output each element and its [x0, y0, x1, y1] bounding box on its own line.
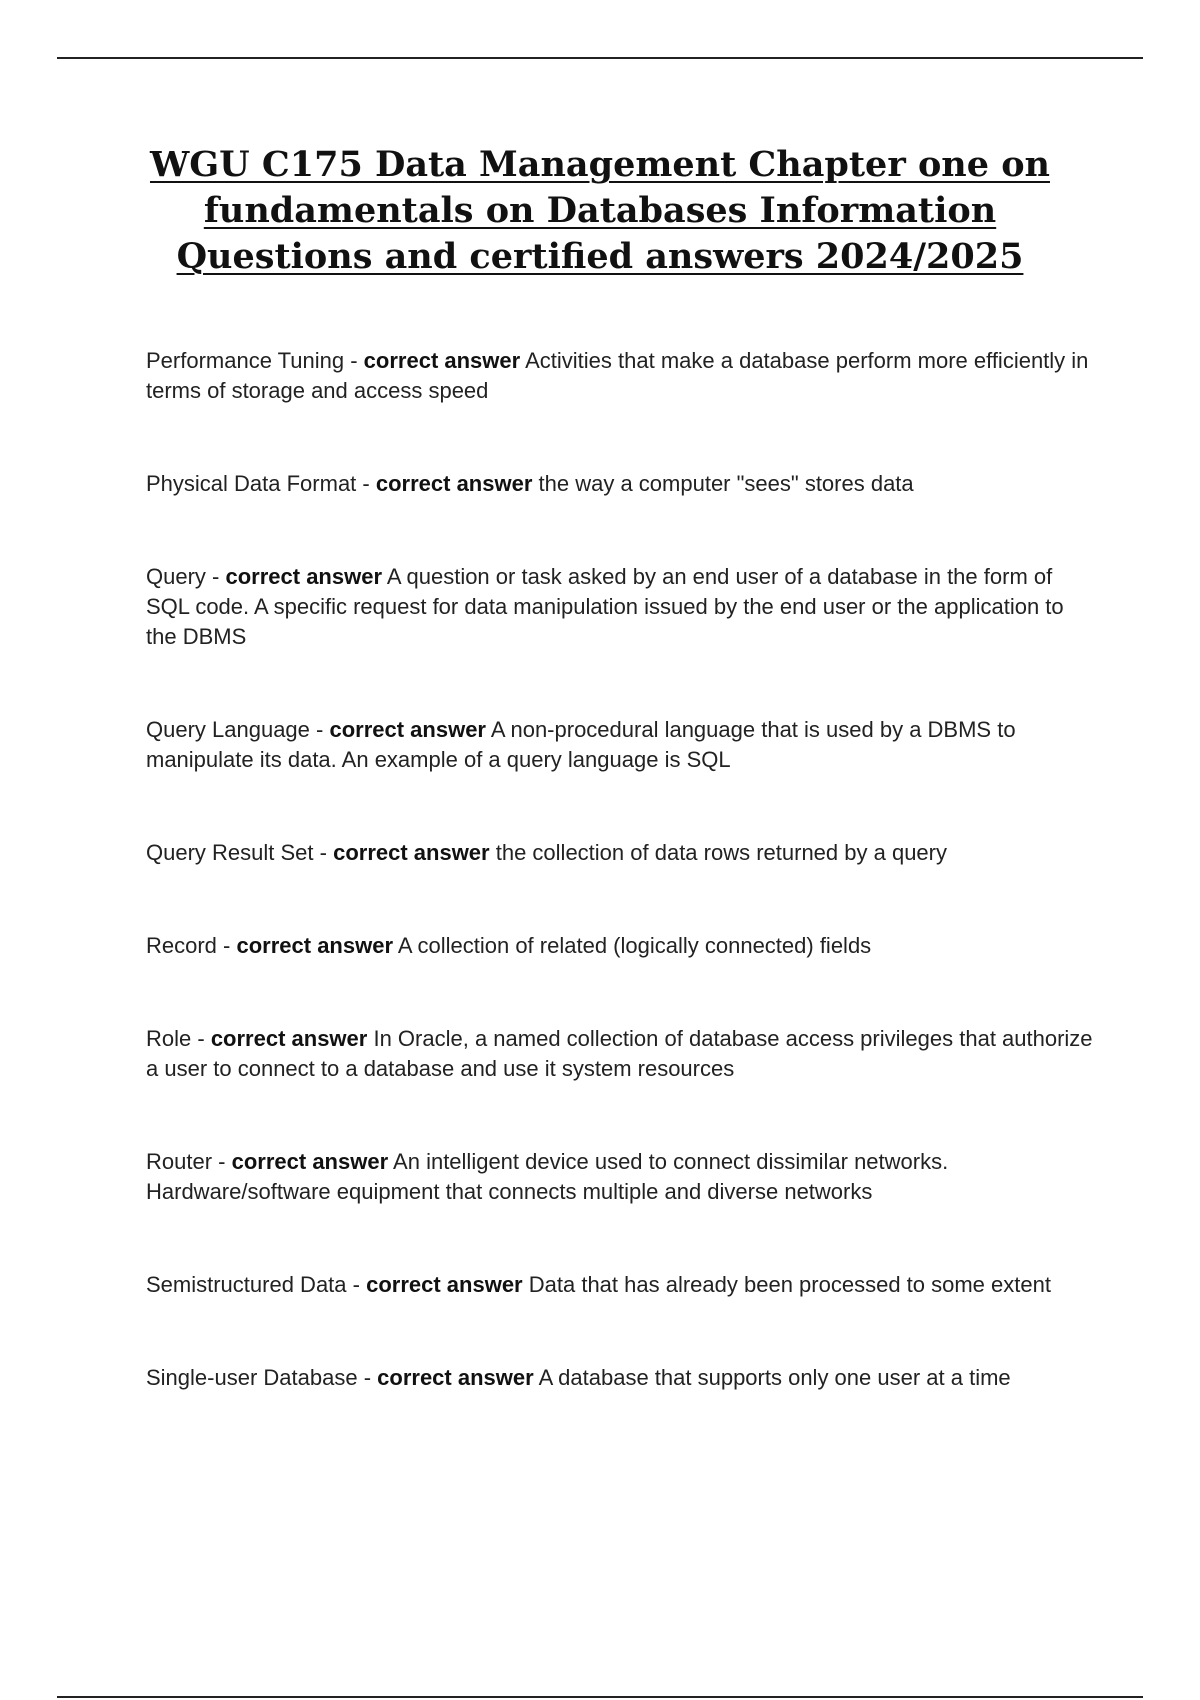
entry-definition: the collection of data rows returned by a query — [495, 840, 947, 865]
correct-answer-label: correct answer — [236, 933, 394, 958]
entry-term: Query Result Set — [146, 840, 314, 865]
correct-answer-label: correct answer — [225, 564, 383, 589]
entry-term: Role — [146, 1026, 192, 1051]
correct-answer-label: correct answer — [366, 1272, 523, 1297]
entry-separator: - — [344, 348, 364, 373]
qa-entry — [146, 1147, 1096, 1207]
entry-separator: - — [205, 564, 226, 589]
entry-separator: - — [357, 1365, 378, 1390]
correct-answer-label: correct answer — [210, 1026, 368, 1051]
entry-definition: A non-procedural language that is used by a DBMS to manipulate its data. An example of a query language is SQL — [146, 717, 1016, 772]
entry-separator: - — [191, 1026, 211, 1051]
correct-answer-label: correct answer — [363, 348, 521, 373]
correct-answer-label: correct answer — [333, 840, 490, 865]
entry-term: Router — [146, 1149, 213, 1174]
entry-term: Query — [146, 564, 206, 589]
qa-entry — [146, 346, 1096, 406]
qa-list — [146, 346, 1096, 1456]
qa-entry — [146, 1024, 1096, 1084]
entry-definition: A question or task asked by an end user of a database in the form of SQL code. A specific request for data manipulation issued by the end user or the application to the DBMS — [146, 564, 1064, 649]
entry-term: Semistructured Data — [146, 1272, 347, 1297]
entry-definition: A collection of related (logically connected) fields — [397, 933, 872, 958]
entry-term: Performance Tuning — [146, 348, 345, 373]
entry-separator: - — [313, 840, 334, 865]
entry-definition: A database that supports only one user at a time — [538, 1365, 1011, 1390]
entry-separator: - — [216, 933, 237, 958]
qa-entry — [146, 562, 1096, 652]
entry-separator: - — [309, 717, 330, 742]
qa-entry — [146, 1270, 1096, 1300]
correct-answer-label: correct answer — [377, 1365, 534, 1390]
entry-term: Query Language — [146, 717, 310, 742]
qa-entry — [146, 469, 1096, 499]
correct-answer-label: correct answer — [375, 471, 533, 496]
entry-definition: Activities that make a database perform more efficiently in terms of storage and access speed — [146, 348, 1089, 403]
entry-definition: Data that has already been processed to some extent — [528, 1272, 1051, 1297]
entry-term: Single-user Database — [146, 1365, 358, 1390]
entry-separator: - — [346, 1272, 367, 1297]
qa-entry — [146, 931, 1096, 961]
entry-definition: An intelligent device used to connect dissimilar networks. Hardware/software equipment that connects multiple and diverse networks — [146, 1149, 949, 1204]
entry-separator: - — [212, 1149, 232, 1174]
qa-entry — [146, 1363, 1096, 1393]
qa-entry — [146, 715, 1096, 775]
entry-definition: In Oracle, a named collection of database access privileges that authorize a user to connect to a database and use it system resources — [146, 1026, 1093, 1081]
correct-answer-label: correct answer — [329, 717, 486, 742]
entry-term: Record — [146, 933, 217, 958]
correct-answer-label: correct answer — [231, 1149, 389, 1174]
entry-definition: the way a computer "sees" stores data — [538, 471, 914, 496]
bottom-divider — [57, 1696, 1143, 1698]
entry-separator: - — [356, 471, 376, 496]
qa-entry — [146, 838, 1096, 868]
entry-term: Physical Data Format — [146, 471, 357, 496]
top-divider — [57, 57, 1143, 59]
document-title: WGU C175 Data Management Chapter one on fundamentals on Databases Information Questions and certified answers 2024/2025 — [149, 144, 1050, 277]
